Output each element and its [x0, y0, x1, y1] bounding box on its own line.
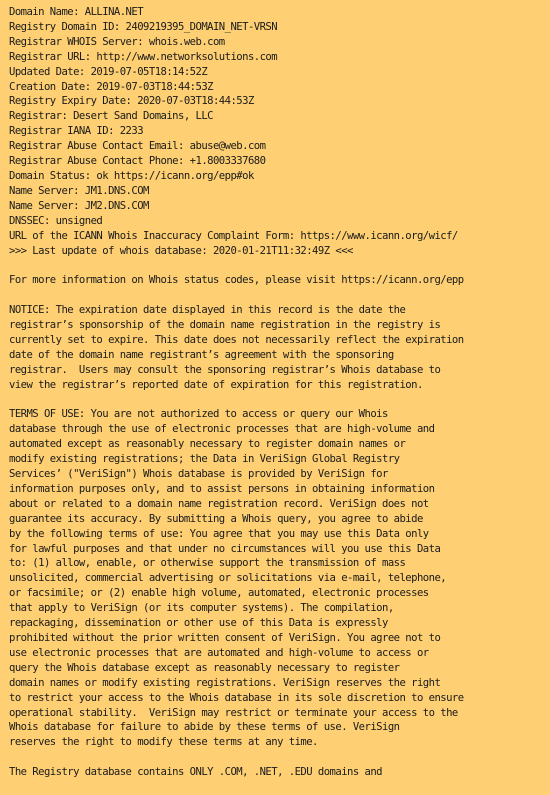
- whois-line: [9, 288, 550, 303]
- whois-line: [9, 258, 550, 273]
- whois-line: [9, 750, 550, 765]
- whois-line: domain names or modify existing registrations. VeriSign reserves the right: [9, 676, 441, 689]
- whois-line: NOTICE: The expiration date displayed in this record is the date the: [9, 304, 406, 317]
- whois-line: Registrar URL: http://www.networksolutions.com: [9, 50, 278, 63]
- whois-line: TERMS OF USE: You are not authorized to access or query our Whois: [9, 408, 388, 421]
- whois-line: URL of the ICANN Whois Inaccuracy Complaint Form: https://www.icann.org/wicf/: [9, 229, 458, 242]
- whois-line: registrar. Users may consult the sponsoring registrar’s Whois database to: [9, 363, 441, 376]
- whois-line: repackaging, dissemination or other use of this Data is expressly: [9, 617, 388, 630]
- whois-line: unsolicited, commercial advertising or solicitations via e-mail, telephone,: [9, 572, 447, 585]
- whois-line: about or related to a domain name registration record. VeriSign does not: [9, 497, 429, 510]
- whois-line: view the registrar’s reported date of expiration for this registration.: [9, 378, 423, 391]
- whois-line: Registrar Abuse Contact Phone: +1.8003337680: [9, 155, 266, 168]
- whois-line: database through the use of electronic processes that are high-volume and: [9, 423, 435, 436]
- whois-line: reserves the right to modify these terms at any time.: [9, 736, 318, 749]
- whois-line: date of the domain name registrant’s agreement with the sponsoring: [9, 348, 394, 361]
- whois-line: [9, 393, 550, 408]
- whois-line: that apply to VeriSign (or its computer systems). The compilation,: [9, 602, 394, 615]
- whois-line: Registrar WHOIS Server: whois.web.com: [9, 35, 225, 48]
- whois-line: Name Server: JM2.DNS.COM: [9, 199, 149, 212]
- whois-line: DNSSEC: unsigned: [9, 214, 103, 227]
- whois-line: Whois database for failure to abide by these terms of use. VeriSign: [9, 721, 400, 734]
- whois-line: registrar’s sponsorship of the domain name registration in the registry is: [9, 319, 441, 331]
- whois-line: Services’ ("VeriSign") Whois database is provided by VeriSign for: [9, 468, 388, 481]
- whois-line: Domain Name: ALLINA.NET: [9, 6, 144, 18]
- whois-line: Name Server: JM1.DNS.COM: [9, 184, 149, 197]
- whois-line: automated except as reasonably necessary to register domain names or: [9, 438, 406, 451]
- whois-line: currently set to expire. This date does not necessarily reflect the expiration: [9, 333, 464, 346]
- whois-line: Registrar IANA ID: 2233: [9, 125, 144, 138]
- whois-line: to: (1) allow, enable, or otherwise support the transmission of mass: [9, 557, 406, 570]
- whois-line: Registry Expiry Date: 2020-07-03T18:44:53Z: [9, 95, 254, 108]
- whois-line: use electronic processes that are automated and high-volume to access or: [9, 646, 429, 659]
- whois-line: information purposes only, and to assist persons in obtaining information: [9, 482, 435, 495]
- whois-line: >>> Last update of whois database: 2020-01-21T11:32:49Z <<<: [9, 244, 353, 257]
- whois-line: The Registry database contains ONLY .COM, .NET, .EDU domains and: [9, 766, 382, 779]
- whois-line: For more information on Whois status codes, please visit https://icann.org/epp: [9, 274, 464, 287]
- whois-line: Registry Domain ID: 2409219395_DOMAIN_NET-VRSN: [9, 20, 278, 33]
- whois-line: prohibited without the prior written consent of VeriSign. You agree not to: [9, 632, 441, 645]
- whois-line: Domain Status: ok https://icann.org/epp#ok: [9, 169, 254, 182]
- whois-line: Registrar Abuse Contact Email: abuse@web.com: [9, 140, 266, 153]
- whois-line: guarantee its accuracy. By submitting a Whois query, you agree to abide: [9, 512, 423, 525]
- whois-line: by the following terms of use: You agree that you may use this Data only: [9, 527, 429, 540]
- whois-line: query the Whois database except as reasonably necessary to register: [9, 661, 400, 674]
- whois-line: or facsimile; or (2) enable high volume, automated, electronic processes: [9, 587, 429, 600]
- whois-line: Updated Date: 2019-07-05T18:14:52Z: [9, 65, 208, 78]
- whois-line: to restrict your access to the Whois database in its sole discretion to ensure: [9, 691, 464, 704]
- whois-line: operational stability. VeriSign may restrict or terminate your access to the: [9, 706, 458, 719]
- whois-line: modify existing registrations; the Data in VeriSign Global Registry: [9, 453, 400, 466]
- whois-line: Creation Date: 2019-07-03T18:44:53Z: [9, 80, 213, 93]
- whois-line: for lawful purposes and that under no circumstances will you use this Data: [9, 542, 441, 555]
- whois-line: Registrar: Desert Sand Domains, LLC: [9, 110, 213, 123]
